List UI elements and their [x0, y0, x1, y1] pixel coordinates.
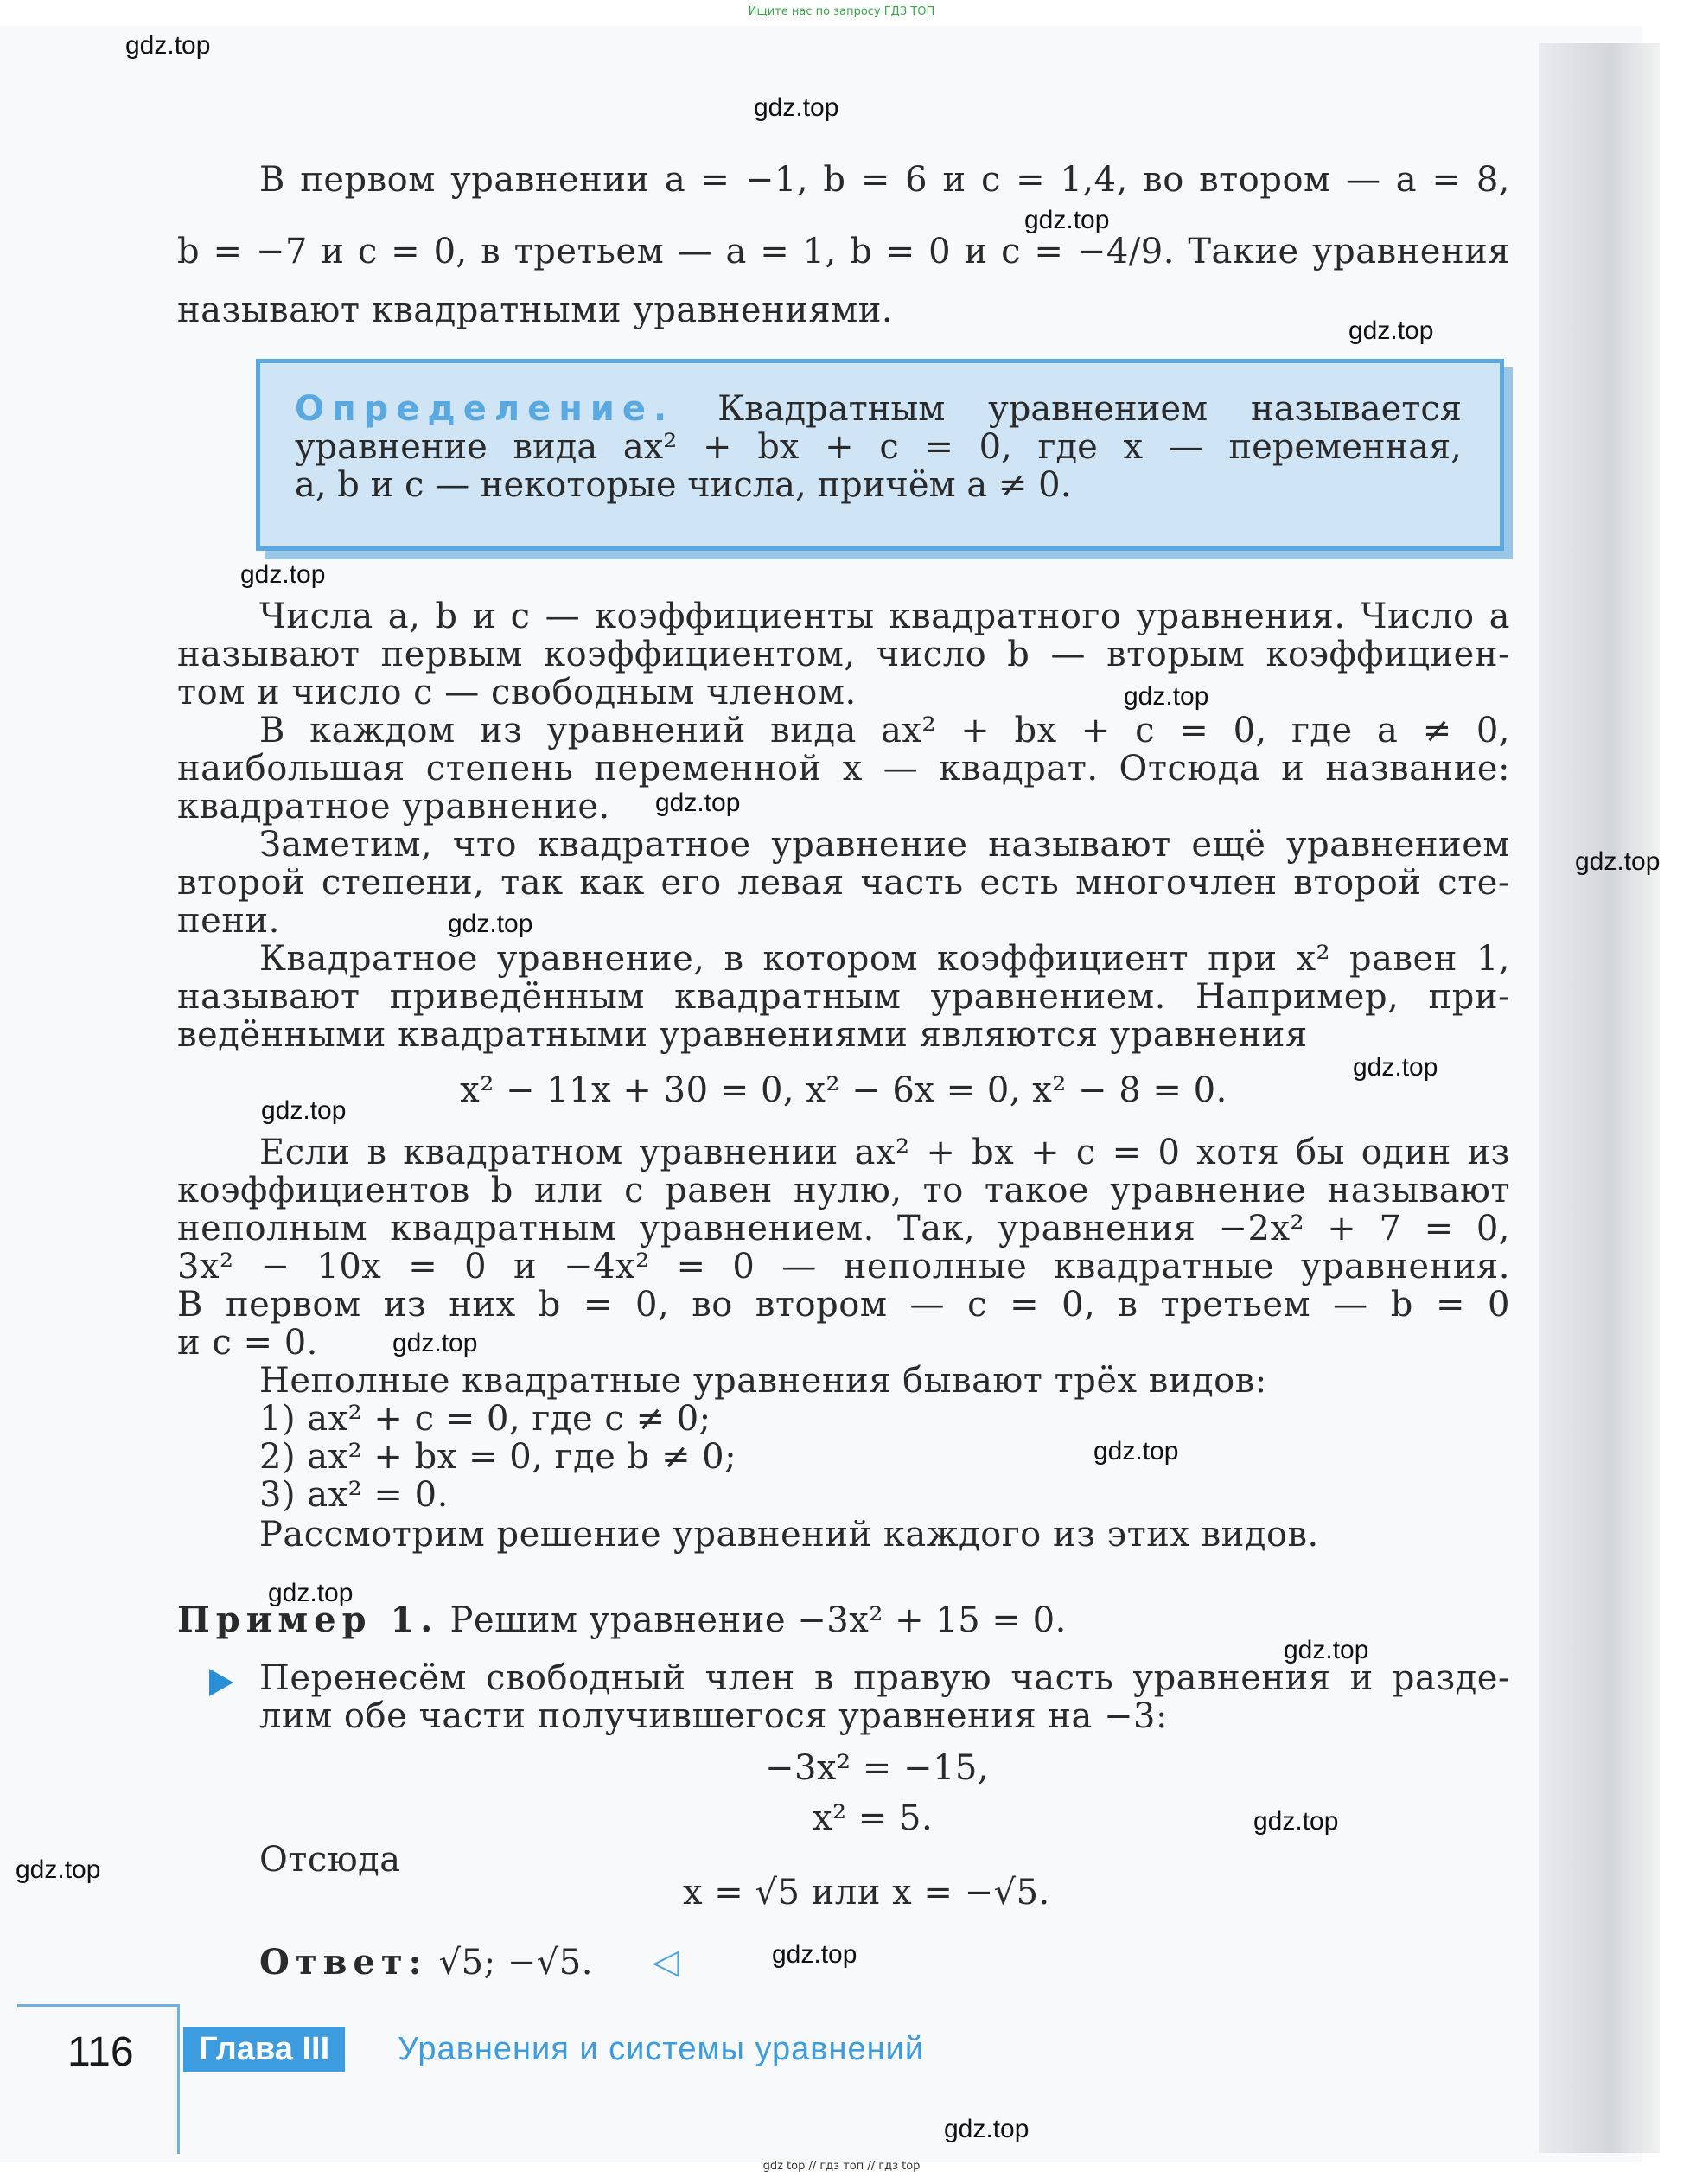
body-line: Если в квадратном уравнении ax² + bx + c = 0 хотя бы один из	[259, 1133, 1510, 1172]
definition-line-2: уравнение вида ax² + bx + c = 0, где x — переменная,	[295, 427, 1462, 467]
body-line: и c = 0.	[177, 1323, 318, 1363]
watermark: gdz.top	[1575, 847, 1661, 876]
body-line: Квадратное уравнение, в котором коэффициент при x² равен 1,	[259, 939, 1510, 979]
solution-line-2: лим обе части получившегося уравнения на −3:	[259, 1696, 1168, 1736]
definition-line-1	[295, 389, 1462, 429]
body-line: 3x² − 10x = 0 и −4x² = 0 — неполные квадратные уравнения.	[177, 1247, 1510, 1287]
intro-line-3: называют квадратными уравнениями.	[177, 291, 894, 330]
example-heading-line	[177, 1600, 1510, 1640]
body-line: Рассмотрим решение уравнений каждого из этих видов.	[259, 1515, 1319, 1555]
watermark: gdz.top	[1093, 1437, 1179, 1466]
definition-text-1: Квадратным уравнением называется	[717, 389, 1463, 429]
body-line: называют первым коэффициентом, число b — вторым коэффициен-	[177, 635, 1510, 674]
bottom-banner: gdz top // гдз топ // гдз top	[762, 2160, 921, 2173]
watermark: gdz.top	[655, 789, 741, 817]
body-line: второй степени, так как его левая часть есть многочлен второй сте-	[177, 863, 1510, 903]
solution-line-1: Перенесём свободный член в правую часть уравнения и разде-	[259, 1658, 1510, 1698]
solution-eq-1: −3x² = −15,	[765, 1748, 990, 1788]
watermark: gdz.top	[772, 1940, 857, 1969]
body-line: том и число c — свободным членом.	[177, 673, 857, 712]
intro-line-1: В первом уравнении a = −1, b = 6 и c = 1,4, во втором — a = 8,	[259, 160, 1510, 200]
watermark: gdz.top	[1253, 1807, 1339, 1836]
definition-line-3: a, b и c — некоторые числа, причём a ≠ 0.	[295, 465, 1072, 505]
body-line: ведёнными квадратными уравнениями являются уравнения	[177, 1015, 1308, 1055]
watermark: gdz.top	[1124, 682, 1209, 711]
example-label: Пример 1.	[177, 1600, 439, 1640]
watermark: gdz.top	[448, 910, 533, 938]
answer-line	[259, 1942, 1510, 1983]
solution-hence: Отсюда	[259, 1840, 401, 1880]
watermark: gdz.top	[1024, 206, 1110, 234]
body-line: квадратное уравнение.	[177, 787, 610, 827]
page-number: 116	[67, 2029, 134, 2075]
solution-eq-2: x² = 5.	[813, 1798, 934, 1838]
definition-heading: Определение.	[295, 389, 675, 429]
body-line: Числа a, b и c — коэффициенты квадратного уравнения. Число a	[259, 597, 1510, 636]
watermark: gdz.top	[944, 2115, 1030, 2143]
list-item-2: 2) ax² + bx = 0, где b ≠ 0;	[259, 1437, 737, 1477]
body-line: неполным квадратным уравнением. Так, уравнения −2x² + 7 = 0,	[177, 1209, 1510, 1248]
top-banner: Ищите нас по запросу ГДЗ ТОП	[748, 5, 935, 18]
answer-label: Ответ:	[259, 1942, 428, 1983]
chapter-badge: Глава III	[183, 2027, 345, 2072]
watermark: gdz.top	[16, 1855, 101, 1884]
footer-separator	[17, 2004, 180, 2154]
intro-line-2: b = −7 и c = 0, в третьем — a = 1, b = 0 и c = −4/9. Такие уравнения	[177, 232, 1510, 271]
watermark: gdz.top	[240, 560, 326, 589]
example-task: Решим уравнение −3x² + 15 = 0.	[449, 1600, 1067, 1640]
watermark: gdz.top	[268, 1579, 354, 1607]
solution-start-icon	[209, 1669, 233, 1696]
watermark: gdz.top	[1348, 316, 1434, 345]
definition-box	[256, 359, 1504, 551]
body-line: наибольшая степень переменной x — квадрат. Отсюда и название:	[177, 749, 1510, 789]
solution-end-icon: ◁	[653, 1942, 679, 1982]
watermark: gdz.top	[125, 31, 211, 60]
chapter-title: Уравнения и системы уравнений	[398, 2031, 925, 2067]
body-line: коэффициентов b или c равен нулю, то такое уравнение называют	[177, 1171, 1510, 1210]
watermark: gdz.top	[1353, 1053, 1438, 1082]
body-line: Заметим, что квадратное уравнение называют ещё уравнением	[259, 825, 1510, 865]
body-line: В первом из них b = 0, во втором — c = 0, в третьем — b = 0	[177, 1285, 1510, 1325]
list-item-1: 1) ax² + c = 0, где c ≠ 0;	[259, 1399, 711, 1439]
watermark: gdz.top	[754, 93, 839, 122]
body-line: пени.	[177, 901, 280, 941]
body-line: называют приведённым квадратным уравнением. Например, при-	[177, 977, 1510, 1017]
watermark: gdz.top	[261, 1096, 347, 1125]
solution-roots: x = √5 или x = −√5.	[683, 1873, 1050, 1913]
list-item-3: 3) ax² = 0.	[259, 1475, 449, 1515]
example-equations: x² − 11x + 30 = 0, x² − 6x = 0, x² − 8 = 0.	[460, 1070, 1227, 1110]
watermark: gdz.top	[392, 1329, 478, 1357]
answer-value: √5; −√5.	[438, 1943, 593, 1983]
watermark: gdz.top	[1284, 1636, 1369, 1664]
page-spine-shadow	[1539, 43, 1660, 2153]
body-line: В каждом из уравнений вида ax² + bx + c = 0, где a ≠ 0,	[259, 711, 1510, 750]
body-line: Неполные квадратные уравнения бывают трёх видов:	[259, 1361, 1267, 1401]
